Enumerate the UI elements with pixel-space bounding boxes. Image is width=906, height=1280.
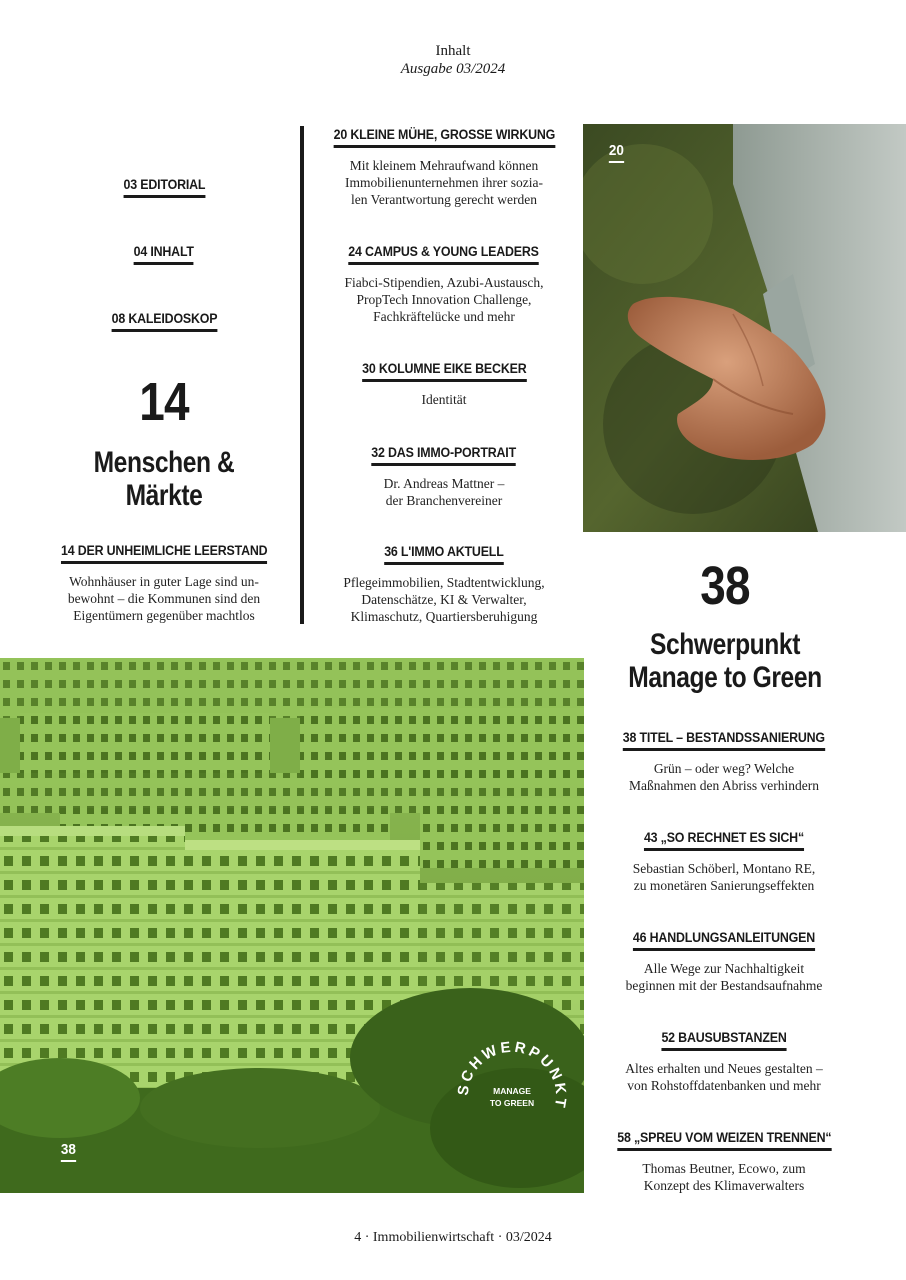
toc-heading: 08 KALEIDOSKOP: [111, 311, 217, 332]
desc-line: Fiabci-Stipendien, Azubi-Austausch,: [344, 275, 544, 290]
desc-line: bewohnt – die Kommunen sind den: [67, 591, 261, 606]
toc-article-spreu[interactable]: [590, 1129, 858, 1194]
desc-line: beginnen mit der Bestandsaufnahme: [625, 978, 823, 993]
toc-description: [590, 860, 858, 894]
toc-heading: 46 HANDLUNGSANLEITUNGEN: [633, 930, 815, 951]
desc-line: Dr. Andreas Mattner –: [383, 476, 505, 491]
stamp-center-line: TO GREEN: [489, 1098, 535, 1108]
desc-line: Immobilienunternehmen ihrer sozia-: [345, 175, 543, 190]
toc-article-kolumne[interactable]: [310, 360, 578, 408]
toc-item-kaleidoskop[interactable]: [40, 310, 288, 332]
desc-line: Sebastian Schöberl, Montano RE,: [632, 861, 816, 876]
toc-article-handlung[interactable]: [590, 929, 858, 994]
stamp-ring-text: SCHWERPUNKT: [454, 1038, 570, 1112]
toc-article-bausubstanzen[interactable]: [590, 1029, 858, 1094]
toc-description: [310, 157, 578, 208]
toc-article-campus[interactable]: [310, 243, 578, 325]
desc-line: von Rohstoffdatenbanken und mehr: [627, 1078, 821, 1093]
toc-heading: 52 BAUSUBSTANZEN: [661, 1030, 786, 1051]
desc-line: Identität: [421, 392, 467, 407]
toc-article-kleine-muehe[interactable]: [310, 126, 578, 208]
page-header: [0, 42, 906, 78]
desc-line: Konzept des Klimaverwalters: [643, 1178, 805, 1193]
toc-article-aktuell[interactable]: [310, 543, 578, 625]
toc-heading: 38 TITEL – BESTANDSSANIERUNG: [623, 730, 825, 751]
image-page-number: 38: [61, 1141, 76, 1162]
column-divider: [300, 126, 304, 624]
desc-line: Mit kleinem Mehraufwand können: [349, 158, 539, 173]
desc-line: Klimaschutz, Quartiersberuhigung: [350, 609, 538, 624]
desc-line: Wohnhäuser in guter Lage sind un-: [69, 574, 259, 589]
section-title: [46, 446, 282, 512]
section-number: 38: [700, 556, 750, 616]
section-title-line: Märkte: [125, 479, 203, 512]
desc-line: Datenschätze, KI & Verwalter,: [361, 592, 527, 607]
stamp-center-line: MANAGE: [493, 1086, 531, 1096]
toc-description: [590, 1160, 858, 1194]
toc-heading: 58 „SPREU VOM WEIZEN TRENNEN“: [617, 1130, 831, 1151]
page-title: Inhalt: [435, 43, 471, 59]
toc-description: [20, 573, 308, 624]
toc-article-portrait[interactable]: [310, 444, 578, 509]
desc-line: Pflegeimmobilien, Stadtentwicklung,: [343, 575, 545, 590]
toc-heading: 43 „SO RECHNET ES SICH“: [644, 830, 804, 851]
toc-heading: 32 DAS IMMO-PORTRAIT: [372, 445, 517, 466]
city-photo[interactable]: [0, 658, 584, 1193]
toc-description: [310, 391, 578, 408]
desc-line: Grün – oder weg? Welche: [653, 761, 795, 776]
desc-line: Eigentümern gegenüber machtlos: [73, 608, 255, 623]
hand-photo[interactable]: [583, 124, 906, 532]
desc-line: Maßnahmen den Abriss verhindern: [628, 778, 820, 793]
section-number: 14: [139, 372, 189, 432]
toc-article-titel[interactable]: [590, 729, 858, 794]
toc-heading: 24 CAMPUS & YOUNG LEADERS: [349, 244, 539, 265]
toc-description: [590, 760, 858, 794]
section-title-line: Menschen &: [93, 446, 235, 479]
desc-line: Thomas Beutner, Ecowo, zum: [642, 1161, 806, 1176]
section-title: [606, 628, 844, 694]
hand-illustration: [583, 124, 906, 532]
issue-label: Ausgabe 03/2024: [400, 61, 506, 77]
toc-description: [310, 475, 578, 509]
toc-article-rechnet[interactable]: [590, 829, 858, 894]
desc-line: len Verantwortung gerecht werden: [350, 192, 538, 207]
desc-line: der Branchenvereiner: [385, 493, 503, 508]
section-title-line: Manage to Green: [628, 661, 822, 694]
desc-line: Fachkräftelücke und mehr: [373, 309, 515, 324]
toc-heading: 04 INHALT: [134, 244, 194, 265]
toc-item-editorial[interactable]: [40, 176, 288, 198]
schwerpunkt-stamp: [452, 1036, 572, 1156]
toc-heading: 14 DER UNHEIMLICHE LEERSTAND: [61, 543, 267, 564]
page-footer: 4 · Immobilienwirtschaft · 03/2024: [354, 1230, 552, 1245]
desc-line: zu monetären Sanierungseffekten: [633, 878, 815, 893]
toc-description: [590, 1060, 858, 1094]
desc-line: Altes erhalten und Neues gestalten –: [625, 1061, 823, 1076]
toc-heading: 30 KOLUMNE EIKE BECKER: [362, 361, 526, 382]
desc-line: Alle Wege zur Nachhaltigkeit: [643, 961, 805, 976]
toc-description: [310, 574, 578, 625]
toc-heading: 20 KLEINE MÜHE, GROSSE WIRKUNG: [333, 127, 555, 148]
toc-heading: 36 L'IMMO AKTUELL: [384, 544, 503, 565]
image-page-number: 20: [609, 142, 624, 163]
toc-article-leerstand[interactable]: [20, 542, 308, 624]
toc-heading: 03 EDITORIAL: [123, 177, 205, 198]
desc-line: PropTech Innovation Challenge,: [356, 292, 532, 307]
toc-description: [590, 960, 858, 994]
toc-item-inhalt[interactable]: [40, 243, 288, 265]
section-title-line: Schwerpunkt: [650, 628, 800, 661]
toc-description: [310, 274, 578, 325]
